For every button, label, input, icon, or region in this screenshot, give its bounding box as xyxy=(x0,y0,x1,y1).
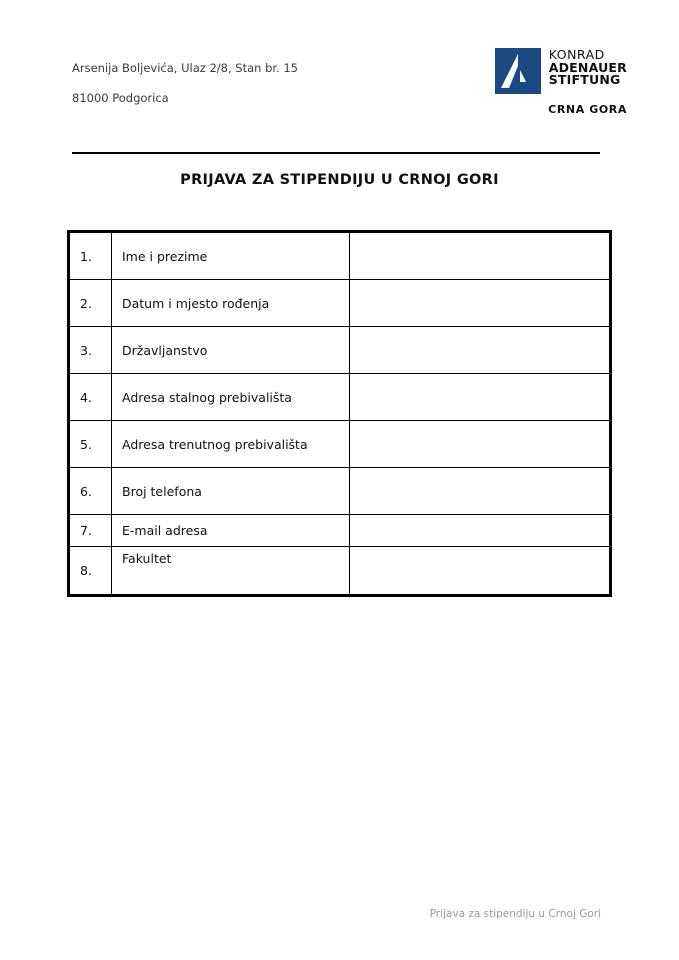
logo-word-konrad: KONRAD xyxy=(548,47,605,62)
row-label: E-mail adresa xyxy=(112,515,350,547)
page-footer: Prijava za stipendiju u Crnoj Gori xyxy=(429,908,601,920)
address-line-2: 81000 Podgorica xyxy=(72,91,169,105)
address-line-1: Arsenija Boljevića, Ulaz 2/8, Stan br. 15 xyxy=(72,61,299,75)
row-value-field[interactable] xyxy=(350,374,610,421)
row-number: 5. xyxy=(70,421,112,468)
konrad-adenauer-stiftung-logo xyxy=(495,48,627,116)
logo-wordmark xyxy=(549,48,627,87)
table-row xyxy=(70,547,610,595)
sender-address xyxy=(72,46,298,121)
table-row xyxy=(70,374,610,421)
header-divider xyxy=(72,152,600,154)
table-row xyxy=(70,468,610,515)
row-value-field[interactable] xyxy=(350,421,610,468)
table-row xyxy=(70,421,610,468)
row-value-field[interactable] xyxy=(350,233,610,280)
logo-main xyxy=(495,48,627,94)
row-value-field[interactable] xyxy=(350,327,610,374)
logo-word-adenauer: ADENAUER xyxy=(548,59,627,75)
row-value-field[interactable] xyxy=(350,468,610,515)
kas-logo-mark-icon xyxy=(495,48,541,94)
table-row xyxy=(70,233,610,280)
row-label: Datum i mjesto rođenja xyxy=(112,280,350,327)
table-row xyxy=(70,327,610,374)
page-header xyxy=(72,46,627,121)
row-value-field[interactable] xyxy=(350,547,610,595)
row-label: Adresa trenutnog prebivališta xyxy=(112,421,350,468)
row-number: 6. xyxy=(70,468,112,515)
row-label: Broj telefona xyxy=(112,468,350,515)
logo-subtitle: CRNA GORA xyxy=(548,103,627,116)
row-label: Fakultet xyxy=(112,547,350,595)
row-value-field[interactable] xyxy=(350,280,610,327)
row-number: 8. xyxy=(70,547,112,595)
row-number: 1. xyxy=(70,233,112,280)
row-number: 3. xyxy=(70,327,112,374)
row-label: Državljanstvo xyxy=(112,327,350,374)
row-label: Adresa stalnog prebivališta xyxy=(112,374,350,421)
page-title: PRIJAVA ZA STIPENDIJU U CRNOJ GORI xyxy=(180,172,499,188)
row-number: 7. xyxy=(70,515,112,547)
application-form-table xyxy=(67,230,612,597)
table-row xyxy=(70,515,610,547)
row-value-field[interactable] xyxy=(350,515,610,547)
logo-word-stiftung: STIFTUNG xyxy=(548,72,621,87)
row-label: Ime i prezime xyxy=(112,233,350,280)
row-number: 2. xyxy=(70,280,112,327)
table-row xyxy=(70,280,610,327)
table-body xyxy=(70,233,610,595)
row-number: 4. xyxy=(70,374,112,421)
